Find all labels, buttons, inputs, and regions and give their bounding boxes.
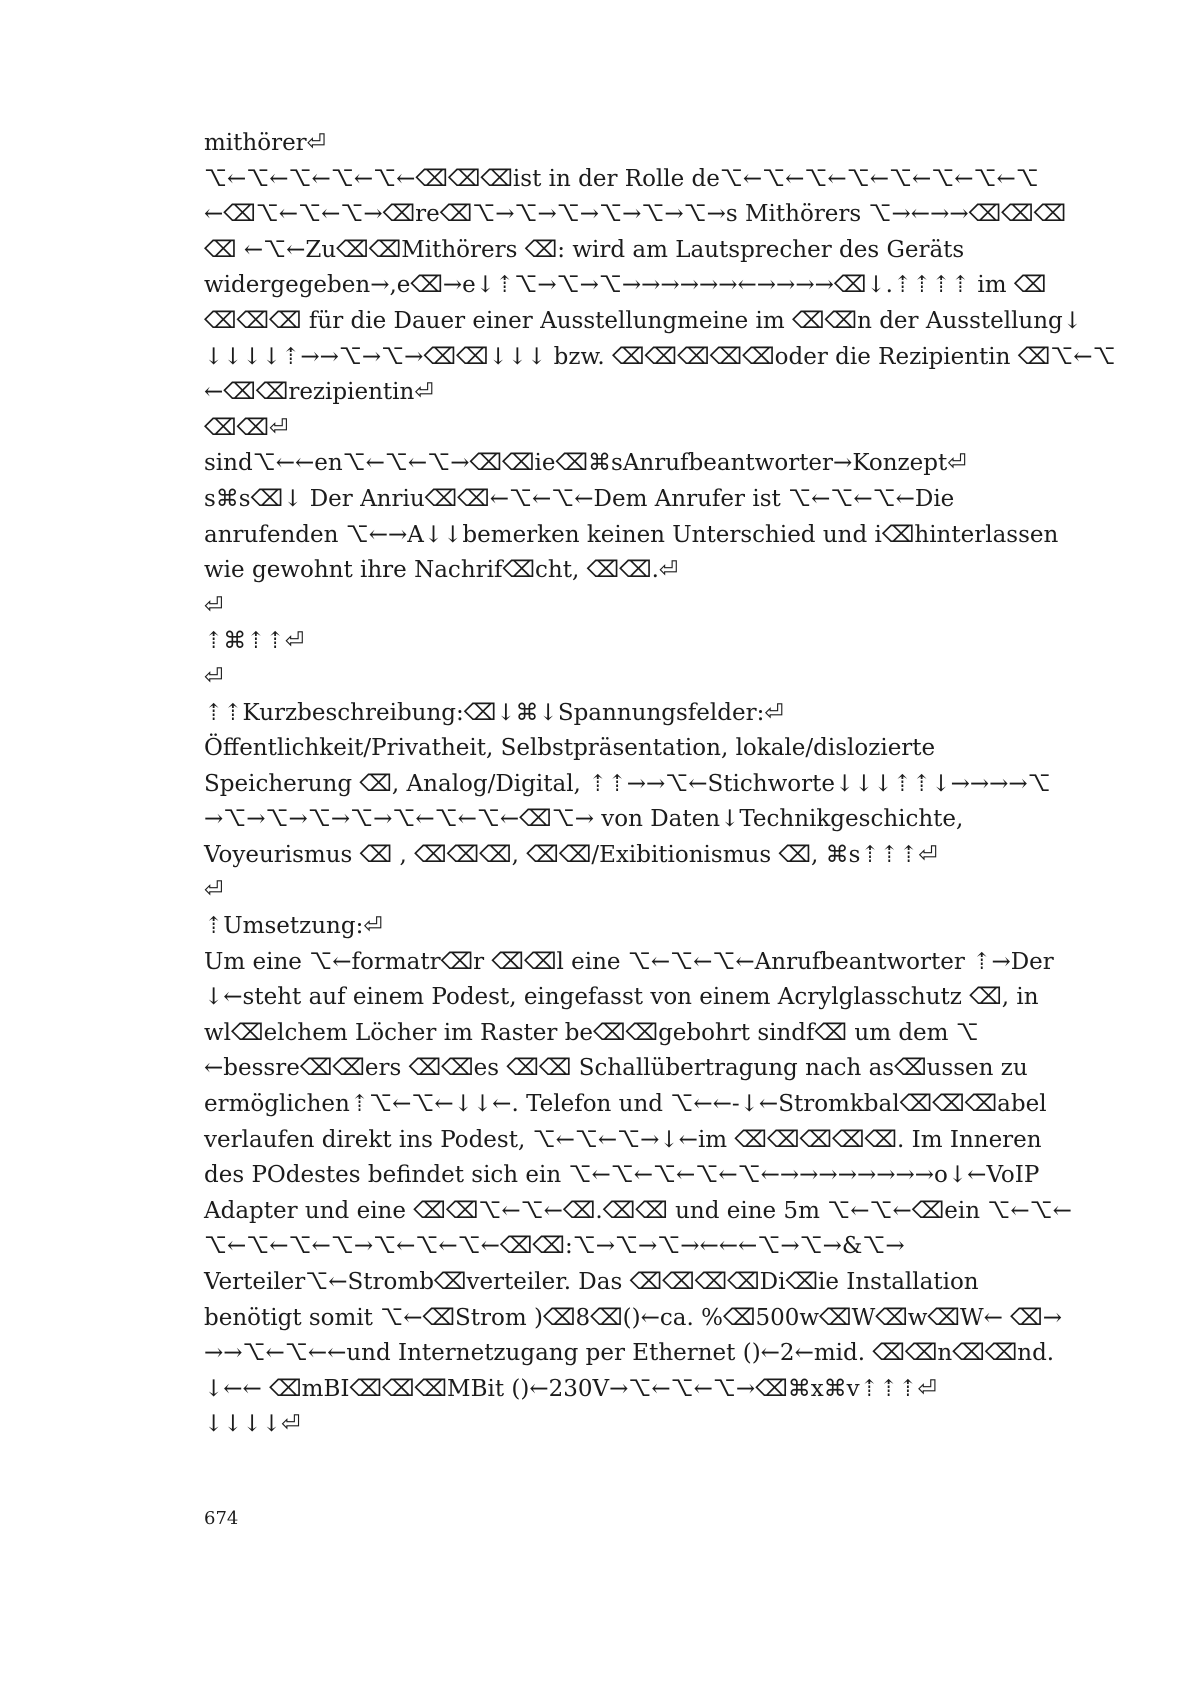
text-line: Öffentlichkeit/Privatheit, Selbstpräsentation, lokale/dislozierte [204,735,936,762]
text-line: →→⌥←⌥←←und Internetzugang per Ethernet ()←2←mid. ⌫⌫n⌫⌫nd. [204,1340,1055,1367]
text-line: ⇡⌘⇡⇡⏎ [204,628,305,655]
text-line: ⌥←⌥←⌥←⌥←⌥←⌫⌫⌫ist in der Rolle de⌥←⌥←⌥←⌥←⌥←⌥←⌥←⌥ [204,165,1039,192]
text-line: ⌫⌫⌫ für die Dauer einer Ausstellungmeine im ⌫⌫n der Ausstellung↓ [204,307,1083,334]
text-line: ↓↓↓↓⇡→→⌥→⌥→⌫⌫↓↓↓ bzw. ⌫⌫⌫⌫⌫oder die Rezipientin ⌫⌥←⌥ [204,343,1116,370]
text-line: verlaufen direkt ins Podest, ⌥←⌥←⌥→↓←im ⌫⌫⌫⌫⌫. Im Inneren [204,1126,1042,1153]
text-line: ←⌫⌫rezipientin⏎ [204,379,434,406]
text-line: sind⌥←←en⌥←⌥←⌥→⌫⌫ie⌫⌘sAnrufbeantworter→Konzept⏎ [204,450,967,477]
text-line: ⌫ ←⌥←Zu⌫⌫Mithörers ⌫: wird am Lautsprecher des Geräts [204,236,965,263]
body-text [204,126,1116,1443]
text-line: s⌘s⌫↓ Der Anriu⌫⌫←⌥←⌥←Dem Anrufer ist ⌥←⌥←⌥←Die [204,485,955,512]
text-line: ⏎ [204,877,224,904]
page-number: 674 [204,1508,239,1529]
text-line: ⇡Umsetzung:⏎ [204,913,383,940]
text-line: →⌥→⌥→⌥→⌥→⌥←⌥←⌥←⌫⌥→ von Daten↓Technikgeschichte, [204,806,964,833]
text-line: Um eine ⌥←formatr⌫r ⌫⌫l eine ⌥←⌥←⌥←Anrufbeantworter ⇡→Der [204,948,1054,975]
text-line: Speicherung ⌫, Analog/Digital, ⇡⇡→→⌥←Stichworte↓↓↓⇡⇡↓→→→→⌥ [204,770,1051,797]
text-line: Adapter und eine ⌫⌫⌥←⌥←⌫.⌫⌫ und eine 5m ⌥←⌥←⌫ein ⌥←⌥← [204,1197,1072,1224]
text-line: Verteiler⌥←Stromb⌫verteiler. Das ⌫⌫⌫⌫Di⌫ie Installation [204,1269,979,1295]
text-line: widergegeben→,e⌫→e↓⇡⌥→⌥→⌥→→→→→→←→→→→⌫↓.⇡⇡⇡⇡ im ⌫ [204,272,1047,299]
text-line: ⏎ [204,592,224,619]
text-line: benötigt somit ⌥←⌫Strom )⌫8⌫()←ca. %⌫500w⌫W⌫w⌫W← ⌫→ [204,1304,1062,1331]
text-line: ⏎ [204,663,224,690]
text-line: ←⌫⌥←⌥←⌥→⌫re⌫⌥→⌥→⌥→⌥→⌥→⌥→s Mithörers ⌥→←→→⌫⌫⌫ [204,201,1067,228]
text-line: ←bessre⌫⌫ers ⌫⌫es ⌫⌫ Schallübertragung nach as⌫ussen zu [204,1055,1028,1082]
text-line: mithörer⏎ [204,130,326,156]
text-line: anrufenden ⌥←→A↓↓bemerken keinen Unterschied und i⌫hinterlassen [204,521,1059,548]
text-line: ↓↓↓↓⏎ [204,1411,301,1438]
text-line: wie gewohnt ihre Nachrif⌫cht, ⌫⌫.⏎ [204,557,679,584]
text-line: wl⌫elchem Löcher im Raster be⌫⌫gebohrt sindf⌫ um dem ⌥ [204,1019,979,1046]
text-line: ⌫⌫⏎ [204,414,289,441]
text-line: des POdestes befindet sich ein ⌥←⌥←⌥←⌥←⌥←→→→→→→→→o↓←VoIP [204,1162,1040,1189]
text-line: ⌥←⌥←⌥←⌥→⌥←⌥←⌥←⌫⌫:⌥→⌥→⌥→←←←⌥→⌥→&⌥→ [204,1233,905,1260]
text-line: Voyeurismus ⌫ , ⌫⌫⌫, ⌫⌫/Exibitionismus ⌫, ⌘s⇡⇡⇡⏎ [204,841,938,868]
text-line: ↓←← ⌫mBI⌫⌫⌫MBit ()←230V→⌥←⌥←⌥→⌫⌘x⌘v⇡⇡⇡⏎ [204,1375,937,1402]
text-line: ⇡⇡Kurzbeschreibung:⌫↓⌘↓Spannungsfelder:⏎ [204,699,784,726]
text-line: ermöglichen⇡⌥←⌥←↓↓←. Telefon und ⌥←←-↓←Stromkbal⌫⌫⌫abel [204,1091,1047,1118]
text-line: ↓←steht auf einem Podest, eingefasst von einem Acrylglasschutz ⌫, in [204,984,1039,1011]
